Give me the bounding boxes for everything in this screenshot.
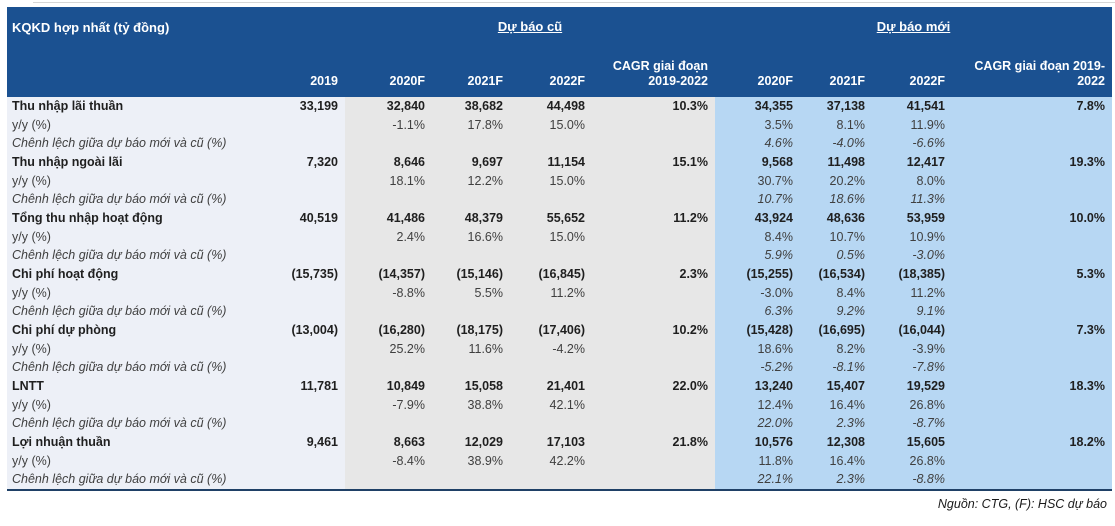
row-label: Tổng thu nhập hoạt động: [7, 209, 262, 228]
table-cell: [345, 470, 432, 490]
row-label: Chênh lệch giữa dự báo mới và cũ (%): [7, 414, 262, 433]
table-cell: 22.0%: [715, 414, 800, 433]
table-cell: 4.6%: [715, 134, 800, 153]
table-cell: (18,385): [872, 265, 952, 284]
table-cell: (15,735): [262, 265, 345, 284]
column-header-2020f-old: 2020F: [345, 45, 432, 97]
top-divider: [33, 2, 1115, 3]
table-cell: 8.0%: [872, 172, 952, 191]
table-cell: 11.2%: [872, 284, 952, 303]
row-label: Chênh lệch giữa dự báo mới và cũ (%): [7, 470, 262, 490]
table-cell: (13,004): [262, 321, 345, 340]
table-cell: 9,461: [262, 433, 345, 452]
table-cell: [262, 470, 345, 490]
table-cell: (16,534): [800, 265, 872, 284]
table-cell: -3.9%: [872, 340, 952, 359]
table-cell: 19.3%: [952, 153, 1112, 172]
table-cell: [262, 190, 345, 209]
table-cell: [345, 246, 432, 265]
table-cell: (16,044): [872, 321, 952, 340]
table-cell: 10.7%: [800, 228, 872, 247]
table-cell: [592, 246, 715, 265]
row-label: Thu nhập lãi thuần: [7, 97, 262, 116]
table-cell: 48,379: [432, 209, 510, 228]
metric-row: [7, 321, 1112, 340]
table-cell: [592, 470, 715, 490]
table-cell: 10,849: [345, 377, 432, 396]
table-cell: 2.3%: [800, 414, 872, 433]
table-cell: 42.2%: [510, 452, 592, 471]
table-cell: 38.9%: [432, 452, 510, 471]
table-cell: 18.6%: [800, 190, 872, 209]
table-cell: [262, 228, 345, 247]
table-cell: 12,417: [872, 153, 952, 172]
column-header-cagr-new: CAGR giai đoạn 2019-2022: [952, 45, 1112, 97]
section-old-forecast: [345, 7, 715, 45]
yoy-row: [7, 340, 1112, 359]
table-cell: 12.4%: [715, 396, 800, 415]
section-new-label: Dự báo mới: [876, 19, 951, 34]
table-cell: [262, 284, 345, 303]
table-cell: [345, 190, 432, 209]
table-cell: [592, 414, 715, 433]
row-label: Chênh lệch giữa dự báo mới và cũ (%): [7, 302, 262, 321]
table-cell: [510, 470, 592, 490]
table-cell: 15.1%: [592, 153, 715, 172]
table-cell: 17.8%: [432, 116, 510, 135]
diff-row: [7, 358, 1112, 377]
metric-row: [7, 265, 1112, 284]
table-cell: [262, 452, 345, 471]
table-cell: 15.0%: [510, 172, 592, 191]
table-cell: [432, 302, 510, 321]
table-cell: -7.9%: [345, 396, 432, 415]
table-cell: 9.1%: [872, 302, 952, 321]
table-cell: 8,663: [345, 433, 432, 452]
table-cell: 8.4%: [800, 284, 872, 303]
row-label: LNTT: [7, 377, 262, 396]
table-header: [7, 7, 1112, 97]
row-label: Chênh lệch giữa dự báo mới và cũ (%): [7, 358, 262, 377]
table-cell: [510, 302, 592, 321]
table-title: KQKD hợp nhất (tỷ đồng): [7, 7, 345, 45]
diff-row: [7, 134, 1112, 153]
yoy-row: [7, 116, 1112, 135]
table-cell: [432, 134, 510, 153]
forecast-table: [7, 7, 1112, 491]
table-cell: [952, 190, 1112, 209]
table-cell: 37,138: [800, 97, 872, 116]
table-cell: 11.6%: [432, 340, 510, 359]
table-cell: 11.3%: [872, 190, 952, 209]
column-header-2022f-old: 2022F: [510, 45, 592, 97]
table-cell: 44,498: [510, 97, 592, 116]
table-cell: 32,840: [345, 97, 432, 116]
table-cell: 12.2%: [432, 172, 510, 191]
table-cell: [262, 396, 345, 415]
table-cell: 53,959: [872, 209, 952, 228]
table-cell: -8.8%: [345, 284, 432, 303]
table-cell: 8.2%: [800, 340, 872, 359]
table-cell: 21,401: [510, 377, 592, 396]
table-cell: 43,924: [715, 209, 800, 228]
yoy-row: [7, 228, 1112, 247]
table-cell: [952, 172, 1112, 191]
column-header-2019: 2019: [262, 45, 345, 97]
table-cell: -8.4%: [345, 452, 432, 471]
table-cell: (15,146): [432, 265, 510, 284]
table-cell: 42.1%: [510, 396, 592, 415]
column-header-row: [7, 45, 1112, 97]
table-cell: 12,029: [432, 433, 510, 452]
table-cell: (14,357): [345, 265, 432, 284]
table-cell: 16.6%: [432, 228, 510, 247]
table-cell: 41,486: [345, 209, 432, 228]
table-cell: 18.1%: [345, 172, 432, 191]
yoy-row: [7, 452, 1112, 471]
table-cell: [345, 302, 432, 321]
table-cell: [592, 396, 715, 415]
table-cell: 15,605: [872, 433, 952, 452]
table-cell: [262, 340, 345, 359]
metric-row: [7, 377, 1112, 396]
table-cell: [952, 452, 1112, 471]
table-cell: 12,308: [800, 433, 872, 452]
table-cell: 15,058: [432, 377, 510, 396]
diff-row: [7, 190, 1112, 209]
table-cell: 11.9%: [872, 116, 952, 135]
table-cell: 10,576: [715, 433, 800, 452]
section-old-label: Dự báo cũ: [497, 19, 563, 34]
table-cell: 15.0%: [510, 228, 592, 247]
table-cell: [952, 396, 1112, 415]
row-label: y/y (%): [7, 228, 262, 247]
row-label: y/y (%): [7, 116, 262, 135]
diff-row: [7, 246, 1112, 265]
table-cell: 2.3%: [800, 470, 872, 490]
table-cell: (16,845): [510, 265, 592, 284]
table-cell: 8.1%: [800, 116, 872, 135]
table-cell: [262, 414, 345, 433]
table-cell: -8.7%: [872, 414, 952, 433]
table-cell: [432, 246, 510, 265]
table-cell: [592, 172, 715, 191]
table-cell: 3.5%: [715, 116, 800, 135]
row-label: Chi phí hoạt động: [7, 265, 262, 284]
table-cell: [952, 414, 1112, 433]
source-note: Nguồn: CTG, (F): HSC dự báo: [937, 497, 1107, 511]
table-cell: 18.3%: [952, 377, 1112, 396]
table-cell: -3.0%: [872, 246, 952, 265]
table-cell: [952, 116, 1112, 135]
table-cell: 9,697: [432, 153, 510, 172]
table-cell: [432, 358, 510, 377]
table-cell: 18.6%: [715, 340, 800, 359]
table-cell: [952, 340, 1112, 359]
table-cell: [262, 172, 345, 191]
table-cell: 5.5%: [432, 284, 510, 303]
table-cell: 9,568: [715, 153, 800, 172]
table-cell: [592, 190, 715, 209]
table-cell: [952, 228, 1112, 247]
table-cell: 26.8%: [872, 452, 952, 471]
table-cell: [510, 134, 592, 153]
diff-row: [7, 470, 1112, 490]
table-cell: [510, 358, 592, 377]
row-label: Chi phí dự phòng: [7, 321, 262, 340]
table-cell: [592, 134, 715, 153]
metric-row: [7, 433, 1112, 452]
metric-row: [7, 153, 1112, 172]
table-cell: 13,240: [715, 377, 800, 396]
table-cell: 11.2%: [510, 284, 592, 303]
table-cell: [952, 134, 1112, 153]
table-cell: 33,199: [262, 97, 345, 116]
table-cell: 38.8%: [432, 396, 510, 415]
table-cell: 40,519: [262, 209, 345, 228]
table-cell: [510, 246, 592, 265]
table-cell: [262, 302, 345, 321]
row-label: Chênh lệch giữa dự báo mới và cũ (%): [7, 190, 262, 209]
yoy-row: [7, 172, 1112, 191]
table-cell: 10.2%: [592, 321, 715, 340]
table-cell: [592, 228, 715, 247]
table-cell: [592, 452, 715, 471]
row-label: y/y (%): [7, 340, 262, 359]
row-label: Lợi nhuận thuần: [7, 433, 262, 452]
column-header-cagr-old: CAGR giai đoạn 2019-2022: [592, 45, 715, 97]
table-cell: 19,529: [872, 377, 952, 396]
table-cell: 10.0%: [952, 209, 1112, 228]
table-cell: 7.3%: [952, 321, 1112, 340]
table-cell: 41,541: [872, 97, 952, 116]
table-cell: [432, 414, 510, 433]
table-cell: (15,428): [715, 321, 800, 340]
yoy-row: [7, 284, 1112, 303]
table-cell: (16,280): [345, 321, 432, 340]
table-cell: 8.4%: [715, 228, 800, 247]
table-cell: [345, 134, 432, 153]
table-cell: -8.8%: [872, 470, 952, 490]
table-cell: 2.3%: [592, 265, 715, 284]
table-cell: [262, 134, 345, 153]
table-cell: 11,498: [800, 153, 872, 172]
table-cell: 16.4%: [800, 452, 872, 471]
forecast-table-container: [7, 7, 1112, 491]
diff-row: [7, 302, 1112, 321]
table-cell: [592, 340, 715, 359]
table-body: [7, 97, 1112, 490]
table-cell: -7.8%: [872, 358, 952, 377]
table-cell: 26.8%: [872, 396, 952, 415]
table-cell: [592, 302, 715, 321]
section-header-row: [7, 7, 1112, 45]
table-cell: 10.3%: [592, 97, 715, 116]
table-cell: -6.6%: [872, 134, 952, 153]
table-cell: 21.8%: [592, 433, 715, 452]
table-cell: 0.5%: [800, 246, 872, 265]
table-cell: [510, 190, 592, 209]
table-cell: -8.1%: [800, 358, 872, 377]
table-cell: [952, 358, 1112, 377]
table-cell: [345, 414, 432, 433]
column-header-2020f-new: 2020F: [715, 45, 800, 97]
table-cell: -4.2%: [510, 340, 592, 359]
table-cell: [952, 470, 1112, 490]
table-cell: [432, 470, 510, 490]
table-cell: 55,652: [510, 209, 592, 228]
table-cell: [345, 358, 432, 377]
table-cell: [592, 358, 715, 377]
table-cell: 15.0%: [510, 116, 592, 135]
table-cell: [952, 302, 1112, 321]
column-header-2021f-new: 2021F: [800, 45, 872, 97]
table-cell: [952, 284, 1112, 303]
table-cell: 11.2%: [592, 209, 715, 228]
row-label: y/y (%): [7, 172, 262, 191]
table-cell: (15,255): [715, 265, 800, 284]
table-cell: 48,636: [800, 209, 872, 228]
table-cell: (18,175): [432, 321, 510, 340]
table-cell: 34,355: [715, 97, 800, 116]
table-cell: 7.8%: [952, 97, 1112, 116]
metric-row: [7, 97, 1112, 116]
table-cell: [952, 246, 1112, 265]
table-cell: [262, 358, 345, 377]
table-cell: 17,103: [510, 433, 592, 452]
column-header-2021f-old: 2021F: [432, 45, 510, 97]
table-cell: [510, 414, 592, 433]
table-cell: 20.2%: [800, 172, 872, 191]
row-label: Chênh lệch giữa dự báo mới và cũ (%): [7, 246, 262, 265]
table-cell: 11,154: [510, 153, 592, 172]
table-cell: [592, 116, 715, 135]
table-cell: 22.0%: [592, 377, 715, 396]
table-cell: 10.9%: [872, 228, 952, 247]
column-header-2022f-new: 2022F: [872, 45, 952, 97]
table-cell: 8,646: [345, 153, 432, 172]
row-label: Thu nhập ngoài lãi: [7, 153, 262, 172]
table-cell: 5.3%: [952, 265, 1112, 284]
yoy-row: [7, 396, 1112, 415]
table-cell: 11,781: [262, 377, 345, 396]
row-label: y/y (%): [7, 452, 262, 471]
table-cell: 11.8%: [715, 452, 800, 471]
table-cell: [432, 190, 510, 209]
table-cell: 6.3%: [715, 302, 800, 321]
column-header-empty: [7, 45, 262, 97]
table-cell: 22.1%: [715, 470, 800, 490]
table-cell: [592, 284, 715, 303]
table-cell: 18.2%: [952, 433, 1112, 452]
diff-row: [7, 414, 1112, 433]
row-label: y/y (%): [7, 396, 262, 415]
table-cell: 16.4%: [800, 396, 872, 415]
table-cell: 30.7%: [715, 172, 800, 191]
row-label: Chênh lệch giữa dự báo mới và cũ (%): [7, 134, 262, 153]
table-cell: 10.7%: [715, 190, 800, 209]
table-cell: 9.2%: [800, 302, 872, 321]
table-cell: 7,320: [262, 153, 345, 172]
table-cell: (16,695): [800, 321, 872, 340]
table-cell: 38,682: [432, 97, 510, 116]
table-cell: [262, 116, 345, 135]
table-cell: -1.1%: [345, 116, 432, 135]
table-cell: -3.0%: [715, 284, 800, 303]
table-cell: -4.0%: [800, 134, 872, 153]
table-cell: 5.9%: [715, 246, 800, 265]
table-cell: 15,407: [800, 377, 872, 396]
table-cell: (17,406): [510, 321, 592, 340]
row-label: y/y (%): [7, 284, 262, 303]
table-cell: -5.2%: [715, 358, 800, 377]
table-cell: 25.2%: [345, 340, 432, 359]
metric-row: [7, 209, 1112, 228]
section-new-forecast: [715, 7, 1112, 45]
table-cell: [262, 246, 345, 265]
table-cell: 2.4%: [345, 228, 432, 247]
